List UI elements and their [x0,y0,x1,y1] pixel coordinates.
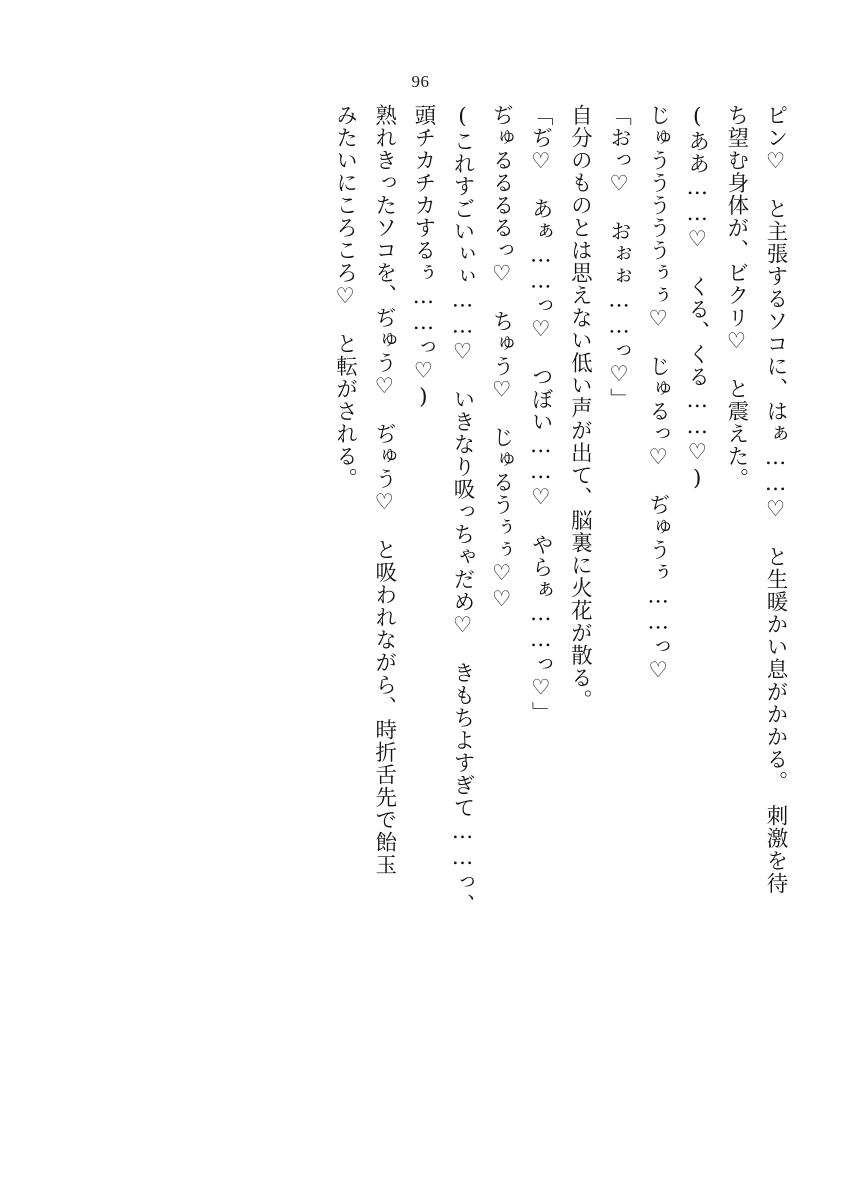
text-line: 自分のものとは思えない低い声が出て、脳裏に火花が散る。 [567,104,593,712]
text-line: ち望む身体が、ビクリ♡ と震えた。 [723,104,749,490]
vertical-text-body [35,104,795,1124]
text-line: (ああ……♡ くる、くる……♡) [684,104,710,492]
text-line: みたいにころころ♡ と転がされる。 [332,104,358,490]
text-line: 頭チカチカするぅ……っ♡) [410,104,436,411]
text-line: じゅうううううぅぅ♡ じゅるっ♡ ぢゅうぅ……っ♡ [645,104,671,684]
page-number: 96 [411,72,430,91]
text-line: ぢゅるるるるっ♡ ちゅう♡ じゅるうぅぅ♡♡ [489,104,515,613]
text-line: 「おっ♡ おぉぉ……っ♡」 [606,104,632,411]
text-line: (これすごいぃぃ……♡ いきなり吸っちゃだめ♡ きもちよすぎて……っ、 [450,104,475,916]
text-line: ピン♡ と主張するソコに、はぁ……♡ と生暖かい息がかかる。 刺激を待 [763,104,788,895]
text-line: 熟れきったソコを、ぢゅう♡ ぢゅう♡ と吸われながら、時折舌先で飴玉 [371,104,397,876]
text-line: 「ぢ♡ あぁ……っ♡ つぼい……♡ やらぁ……っ♡」 [528,104,554,724]
